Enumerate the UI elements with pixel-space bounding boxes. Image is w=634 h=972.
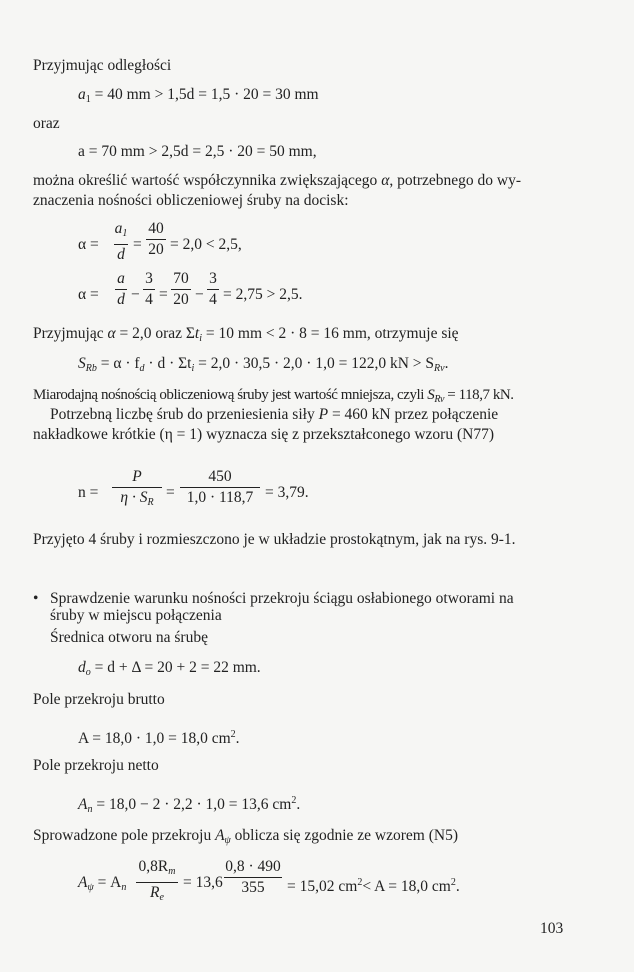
equation-text: · d · Σt bbox=[148, 355, 192, 372]
minus: − bbox=[131, 286, 140, 303]
text-line: nakładkowe krótkie (η = 1) wyznacza się z przekształconego wzoru (N77) bbox=[33, 426, 494, 443]
bullet: • bbox=[33, 590, 39, 607]
equation-a: a = 70 mm > 2,5d = 2,5 · 20 = 50 mm, bbox=[78, 143, 317, 160]
eq3-rhs: = 2,0 < 2,5, bbox=[170, 236, 242, 253]
eq3-eq: = bbox=[133, 236, 142, 253]
equation-A: A = 18,0 · 1,0 = 18,0 $cm^2$. bbox=[78, 729, 240, 747]
text-span: = 460 kN przez połączenie bbox=[331, 406, 499, 423]
denominator: 4 bbox=[209, 291, 217, 308]
numerator: 450 bbox=[208, 468, 232, 485]
denominator: $\eta \cdot S_R$ bbox=[120, 489, 154, 508]
denominator: 20 bbox=[148, 241, 164, 258]
numerator: 0,8 · 490 bbox=[225, 858, 281, 875]
fraction bbox=[207, 270, 219, 309]
fraction bbox=[114, 220, 128, 264]
text-line: Sprawdzenie warunku nośności przekroju ściągu osłabionego otworami na bbox=[50, 590, 514, 607]
text-span: Miarodajną nośnością obliczeniową śruby jest wartość mniejsza, czyli bbox=[33, 387, 424, 403]
eq10-mid: = 13,6 bbox=[183, 874, 223, 891]
numerator: 3 bbox=[209, 270, 217, 287]
denominator: $R_e$ bbox=[150, 884, 164, 903]
text-line: znaczenia nośności obliczeniowej śruby na docisk: bbox=[33, 192, 349, 209]
den-text: R bbox=[150, 884, 160, 901]
eq6-lhs: n = bbox=[78, 484, 99, 501]
fraction bbox=[136, 858, 178, 907]
fraction bbox=[146, 220, 166, 259]
text-line: Pole przekroju netto bbox=[33, 757, 159, 774]
text-line: Przyjmując α = 2,0 oraz $\Sigma t_i = 10$ mm < 2 · 8 = 16 mm, otrzymuje się bbox=[33, 325, 459, 344]
equation-text: = A bbox=[97, 874, 122, 891]
equation-text: = 18,0 − 2 · 2,2 · 1,0 = 13,6 cm bbox=[96, 796, 292, 813]
text-line: Potrzebną liczbę śrub do przeniesienia siły P = 460 kN przez połączenie bbox=[50, 406, 499, 423]
text-line: Miarodajną nośnością obliczeniową śruby jest wartość mniejsza, czyli $S_{Rv} = 118,7$ kN. bbox=[33, 387, 514, 405]
num-text: 0,8R bbox=[138, 858, 169, 875]
eq10-rhs: = 15,02 $cm^2< A = 18,0$ $cm^2$. bbox=[287, 877, 460, 895]
equation-a1: $a_1 = 40$ mm > 1,5d = 1,5 · 20 = 30 mm bbox=[78, 86, 319, 105]
equation-text: = 40 mm > 1,5d = 1,5 · 20 = 30 mm bbox=[94, 86, 319, 103]
fraction bbox=[143, 270, 155, 309]
equation-text: = 15,02 cm bbox=[287, 878, 358, 895]
denominator: d bbox=[117, 291, 125, 308]
eq4-lhs: α = bbox=[78, 286, 99, 303]
numerator: 40 bbox=[148, 220, 164, 237]
fraction bbox=[112, 468, 162, 512]
text-span: = 2,0 oraz Σ bbox=[119, 325, 195, 342]
fraction bbox=[115, 270, 127, 309]
equation-text: A = 18,0 · 1,0 = 18,0 cm bbox=[78, 730, 231, 747]
text-line: Sprowadzone pole przekroju $A_\psi$ oblicza się zgodnie ze wzorem (N5) bbox=[33, 827, 458, 846]
text-line: Przyjmując odległości bbox=[33, 57, 172, 74]
text-line: można określić wartość współczynnika zwiększającego α, potrzebnego do wy- bbox=[33, 172, 522, 189]
text-line: oraz bbox=[33, 115, 60, 132]
den-text: η · S bbox=[120, 489, 148, 506]
text-line: Przyjęto 4 śruby i rozmieszczono je w układzie prostokątnym, jak na rys. 9-1. bbox=[33, 531, 516, 548]
text-line: Średnica otworu na śrubę bbox=[50, 629, 208, 646]
denominator: 4 bbox=[145, 291, 153, 308]
denominator: 1,0 · 118,7 bbox=[186, 489, 254, 506]
numerator: 70 bbox=[173, 270, 189, 287]
text-span: = 10 mm < 2 · 8 = 16 mm, otrzymuje się bbox=[205, 325, 459, 342]
eq4-rhs: = 2,75 > 2,5. bbox=[223, 286, 303, 303]
denominator: d bbox=[117, 246, 125, 263]
text-span: Potrzebną liczbę śrub do przeniesienia siły bbox=[50, 406, 315, 423]
numerator: P bbox=[132, 468, 142, 485]
fraction bbox=[171, 270, 191, 309]
equals: = bbox=[159, 286, 168, 303]
equation-text: = d + Δ = 20 + 2 = 22 mm. bbox=[94, 659, 261, 676]
minus: − bbox=[195, 286, 204, 303]
text-line: śruby w miejscu połączenia bbox=[50, 607, 222, 624]
fraction bbox=[224, 858, 282, 897]
equation-do: $d_o = d + \Delta = 20 + 2 = 22$ mm. bbox=[78, 659, 261, 678]
denominator: 355 bbox=[241, 879, 265, 896]
eq6-rhs: = 3,79. bbox=[265, 484, 309, 501]
equation-text: < A = 18,0 cm bbox=[362, 878, 451, 895]
text-span: Przyjmując bbox=[33, 325, 104, 342]
numerator: a bbox=[117, 270, 125, 287]
numerator: 3 bbox=[145, 270, 153, 287]
num-text: a bbox=[114, 220, 123, 237]
equation-An: $A_n = 18,0 - 2 \cdot 2,2 \cdot 1,0 = 13,6$ $cm^2$. bbox=[78, 795, 301, 815]
fraction bbox=[180, 468, 260, 507]
text-span: = 118,7 kN. bbox=[447, 387, 514, 403]
text-span: można określić wartość współczynnika zwiększającego bbox=[33, 172, 378, 189]
equation-text: = 2,0 · 30,5 · 2,0 · 1,0 = 122,0 kN > S bbox=[198, 355, 435, 372]
equals: = bbox=[166, 484, 175, 501]
text-span: Sprowadzone pole przekroju bbox=[33, 827, 212, 844]
text-line: Pole przekroju brutto bbox=[33, 691, 165, 708]
denominator: 20 bbox=[173, 291, 189, 308]
numerator: $a_1$ bbox=[114, 220, 128, 239]
equation-text: = α · f bbox=[100, 355, 140, 372]
text-span: oblicza się zgodnie ze wzorem (N5) bbox=[234, 827, 458, 844]
equation-Apsi: $A_\psi = A_n$ bbox=[78, 874, 127, 893]
equation-srb: $S_{Rb} = \alpha \cdot f_d \cdot d \cdot \Sigma t_i = 2,0 \cdot 30,5 \cdot 2,0 \cdot 1,0 = 122,0$ kN > $S_{Rv}$. bbox=[78, 355, 449, 374]
numerator: $0,8R_m$ bbox=[138, 858, 176, 877]
text-span: , potrzebnego do wy- bbox=[389, 172, 522, 189]
page-number: 103 bbox=[540, 920, 564, 937]
eq3-lhs: α = bbox=[78, 236, 99, 253]
